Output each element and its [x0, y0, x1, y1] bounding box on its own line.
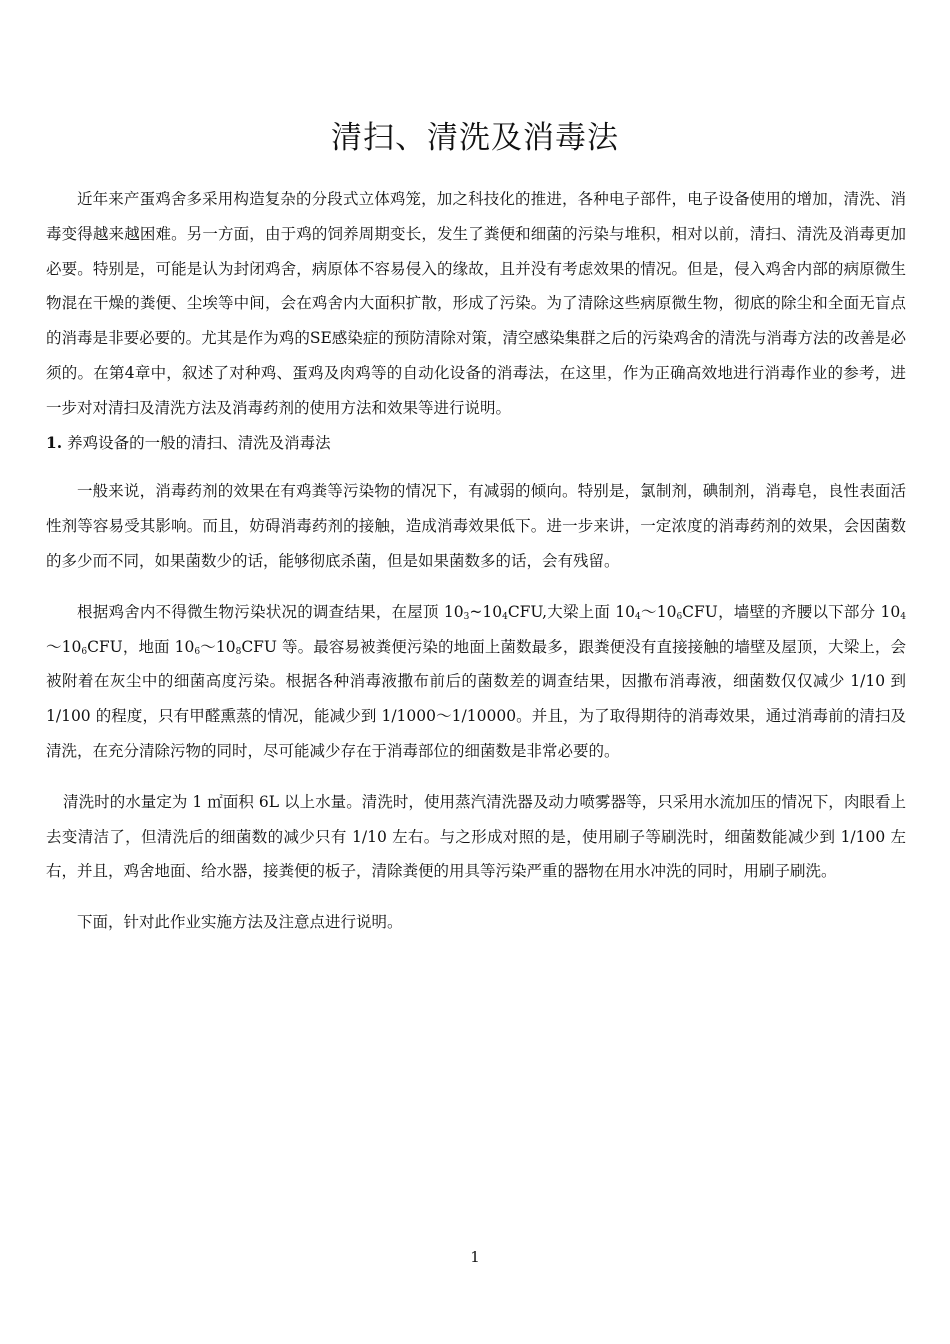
section-title: 养鸡设备的一般的清扫、清洗及消毒法	[67, 433, 331, 452]
section-number: 1.	[46, 432, 63, 452]
paragraph-survey-results: 根据鸡舍内不得微生物污染状况的调查结果，在屋顶 $10_3\sim 10_4CFU$,大梁上面 $10_4\sim 10_6CFU$，墙壁的齐腰以下部分 $10_4\sim 10_6CFU$，地面 $10_6\sim 10_8CFU$ 等。最容易被粪便污染的地面上菌数最多，跟粪便没有直接接触的墙壁及屋顶，大梁上，会被附着在灰尘中的细菌高度污染。根据各种消毒液撒布前后的菌数差的调查结果，因撒布消毒液，细菌数仅仅减少 1/10 到 1/100 的程度，只有甲醛熏蒸的情况，能减少到 1/1000～1/10000。并且，为了取得期待的消毒效果，通过消毒前的清扫及清洗，在充分清除污物的同时，尽可能减少存在于消毒部位的细菌数是非常必要的。	[46, 602, 906, 760]
paragraph-following: 下面，针对此作业实施方法及注意点进行说明。	[77, 913, 403, 932]
intro-paragraph: 近年来产蛋鸡舍多采用构造复杂的分段式立体鸡笼，加之科技化的推进，各种电子部件，电子设备使用的增加，清洗、消毒变得越来越困难。另一方面，由于鸡的饲养周期变长，发生了粪便和细菌的污染与堆积，相对以前，清扫、清洗及消毒更加必要。特别是，可能是认为封闭鸡舍，病原体不容易侵入的缘故，且并没有考虑效果的情况。但是，侵入鸡舍内部的病原微生物混在干燥的粪便、尘埃等中间，会在鸡舍内大面积扩散，形成了污染。为了清除这些病原微生物，彻底的除尘和全面无盲点的消毒是非要必要的。尤其是作为鸡的SE感染症的预防清除对策，清空感染集群之后的污染鸡舍的清洗与消毒方法的改善是必须的。在第4章中，叙述了对种鸡、蛋鸡及肉鸡等的自动化设备的消毒法，在这里，作为正确高效地进行消毒作业的参考，进一步对对清扫及清洗方法及消毒药剂的使用方法和效果等进行说明。	[46, 190, 906, 417]
section-heading	[46, 426, 906, 461]
paragraph-disinfectant-effect: 一般来说，消毒药剂的效果在有鸡粪等污染物的情况下，有减弱的倾向。特别是，氯制剂，碘制剂，消毒皂，良性表面活性剂等容易受其影响。而且，妨碍消毒药剂的接触，造成消毒效果低下。进一步来讲，一定浓度的消毒药剂的效果，会因菌数的多少而不同，如果菌数少的话，能够彻底杀菌，但是如果菌数多的话，会有残留。	[46, 482, 906, 570]
page-number: 1	[470, 1248, 480, 1266]
document-title: 清扫、清洗及消毒法	[331, 120, 619, 156]
paragraph-cleaning-water: 清洗时的水量定为 1 ㎡面积 6L 以上水量。清洗时，使用蒸汽清洗器及动力喷雾器等，只采用水流加压的情况下，肉眼看上去变清洁了，但清洗后的细菌数的减少只有 1/10 左右。与之形成对照的是，使用刷子等刷洗时，细菌数能减少到 1/100 左右，并且，鸡舍地面、给水器，接粪便的板子，清除粪便的用具等污染严重的器物在用水冲洗的同时，用刷子刷洗。	[46, 792, 906, 881]
document-body	[46, 182, 906, 940]
